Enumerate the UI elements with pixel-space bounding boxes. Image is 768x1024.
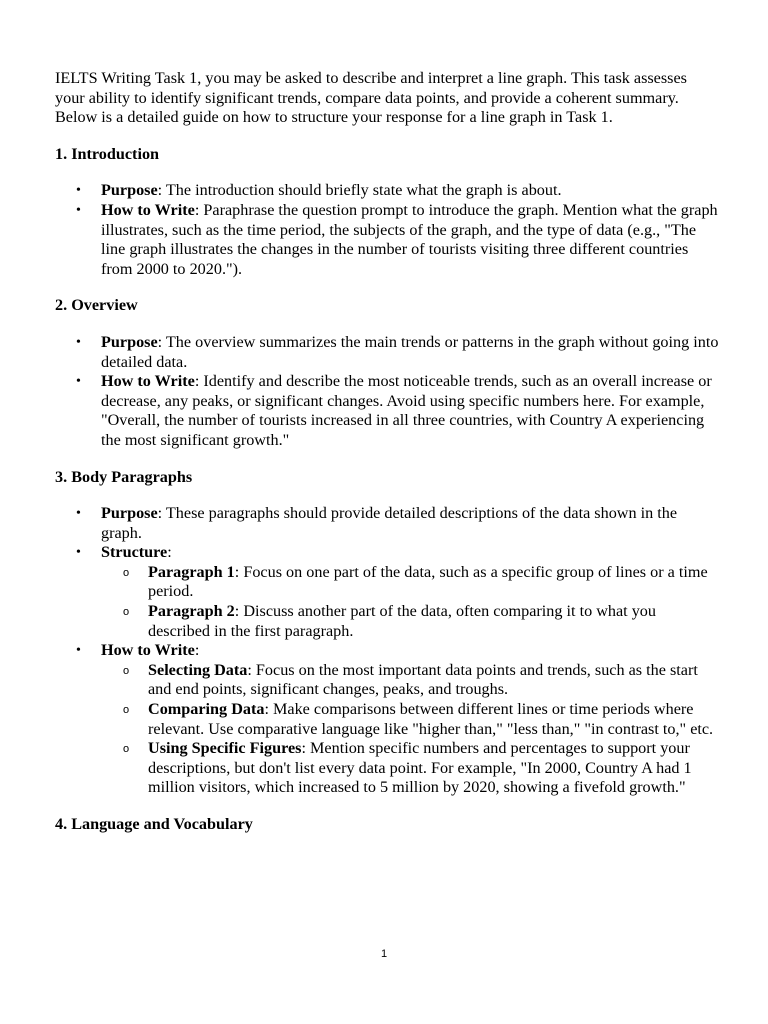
- bullet-text: Paraphrase the question prompt to introduce the graph. Mention what the graph illustrates, such as the time period, the subjects of the graph, and the type of data (e.g., "The line graph illustrates the changes in the number of tourists visiting three different countries from 2000 to 2020.").: [101, 200, 718, 278]
- overview-bullet-list: [55, 333, 720, 451]
- bullet-text: The overview summarizes the main trends or patterns in the graph without going into detailed data.: [101, 332, 719, 371]
- bullet-text: Identify and describe the most noticeable trends, such as an overall increase or decrease, any peaks, or significant changes. Avoid using specific numbers here. For example, "Overall, the number of tourists increased in all three countries, with Country A experiencing the most significant growth.": [101, 372, 712, 449]
- bullet-separator: :: [167, 543, 172, 562]
- list-item: [101, 641, 720, 798]
- bullet-separator: :: [157, 181, 166, 200]
- sub-bullet-separator: :: [247, 660, 256, 679]
- sub-bullet-separator: :: [301, 739, 311, 758]
- how-to-write-sub-list: [101, 661, 720, 798]
- sub-bullet-separator: :: [234, 562, 244, 581]
- list-item: [101, 201, 720, 279]
- document-page: [55, 69, 720, 852]
- sub-bullet-text: Focus on one part of the data, such as a specific group of lines or a time period.: [148, 562, 708, 601]
- bullet-text: The introduction should briefly state what the graph is about.: [165, 181, 562, 200]
- section-heading-overview: 2. Overview: [55, 296, 138, 315]
- sub-bullet-term: Paragraph 1: [148, 562, 235, 581]
- section-heading-introduction: 1. Introduction: [55, 144, 160, 163]
- section-heading-language-and-vocabulary: 4. Language and Vocabulary: [55, 815, 253, 833]
- sub-bullet-term: Selecting Data: [148, 660, 248, 679]
- bullet-separator: :: [157, 332, 166, 351]
- intro-paragraph: IELTS Writing Task 1, you may be asked to describe and interpret a line graph. This task assesses your ability to identify significant trends, compare data points, and provide a coherent summary. Below is a detailed guide on how to structure your response for a line graph in Task 1.: [55, 69, 687, 127]
- list-item: [101, 504, 720, 543]
- bullet-term: Structure: [101, 543, 168, 562]
- list-item: [101, 372, 720, 450]
- bullet-separator: :: [157, 504, 166, 523]
- sub-list-item: [148, 602, 720, 641]
- sub-list-item: [148, 739, 720, 798]
- sub-bullet-text: Discuss another part of the data, often comparing it to what you described in the first paragraph.: [148, 602, 656, 640]
- sub-bullet-separator: :: [264, 700, 274, 719]
- bullet-term: How to Write: [101, 372, 195, 391]
- list-item: [101, 543, 720, 641]
- sub-bullet-text: Focus on the most important data points and trends, such as the start and end points, significant changes, peaks, and troughs.: [148, 660, 698, 699]
- sub-bullet-term: Using Specific Figures: [148, 739, 302, 758]
- sub-list-item: [148, 563, 720, 602]
- bullet-separator: :: [194, 641, 200, 660]
- bullet-term: How to Write: [101, 641, 195, 660]
- sub-bullet-text: Make comparisons between different lines or time periods where relevant. Use comparative language like "higher than," "less than," "in contrast to," etc.: [148, 700, 714, 738]
- bullet-term: Purpose: [101, 181, 158, 200]
- body-paragraphs-bullet-list: [55, 504, 720, 798]
- page-number: 1: [380, 948, 388, 960]
- list-item: [101, 181, 720, 201]
- sub-bullet-term: Paragraph 2: [148, 602, 235, 621]
- sub-bullet-separator: :: [234, 602, 244, 621]
- structure-sub-list: [101, 563, 720, 641]
- sub-list-item: [148, 661, 720, 700]
- bullet-term: Purpose: [101, 332, 158, 351]
- sub-list-item: [148, 700, 720, 739]
- bullet-text: These paragraphs should provide detailed descriptions of the data shown in the graph.: [101, 504, 678, 542]
- bullet-term: Purpose: [101, 504, 158, 523]
- introduction-bullet-list: [55, 181, 720, 279]
- bullet-separator: :: [194, 200, 204, 219]
- bullet-separator: :: [194, 372, 204, 391]
- list-item: [101, 333, 720, 372]
- bullet-term: How to Write: [101, 200, 195, 219]
- sub-bullet-text: Mention specific numbers and percentages to support your descriptions, but don't list every data point. For example, "In 2000, Country A had 1 million visitors, which increased to 5 million by 2020, showing a fivefold growth.": [148, 739, 692, 797]
- section-heading-body-paragraphs: 3. Body Paragraphs: [55, 467, 193, 486]
- sub-bullet-term: Comparing Data: [148, 700, 265, 719]
